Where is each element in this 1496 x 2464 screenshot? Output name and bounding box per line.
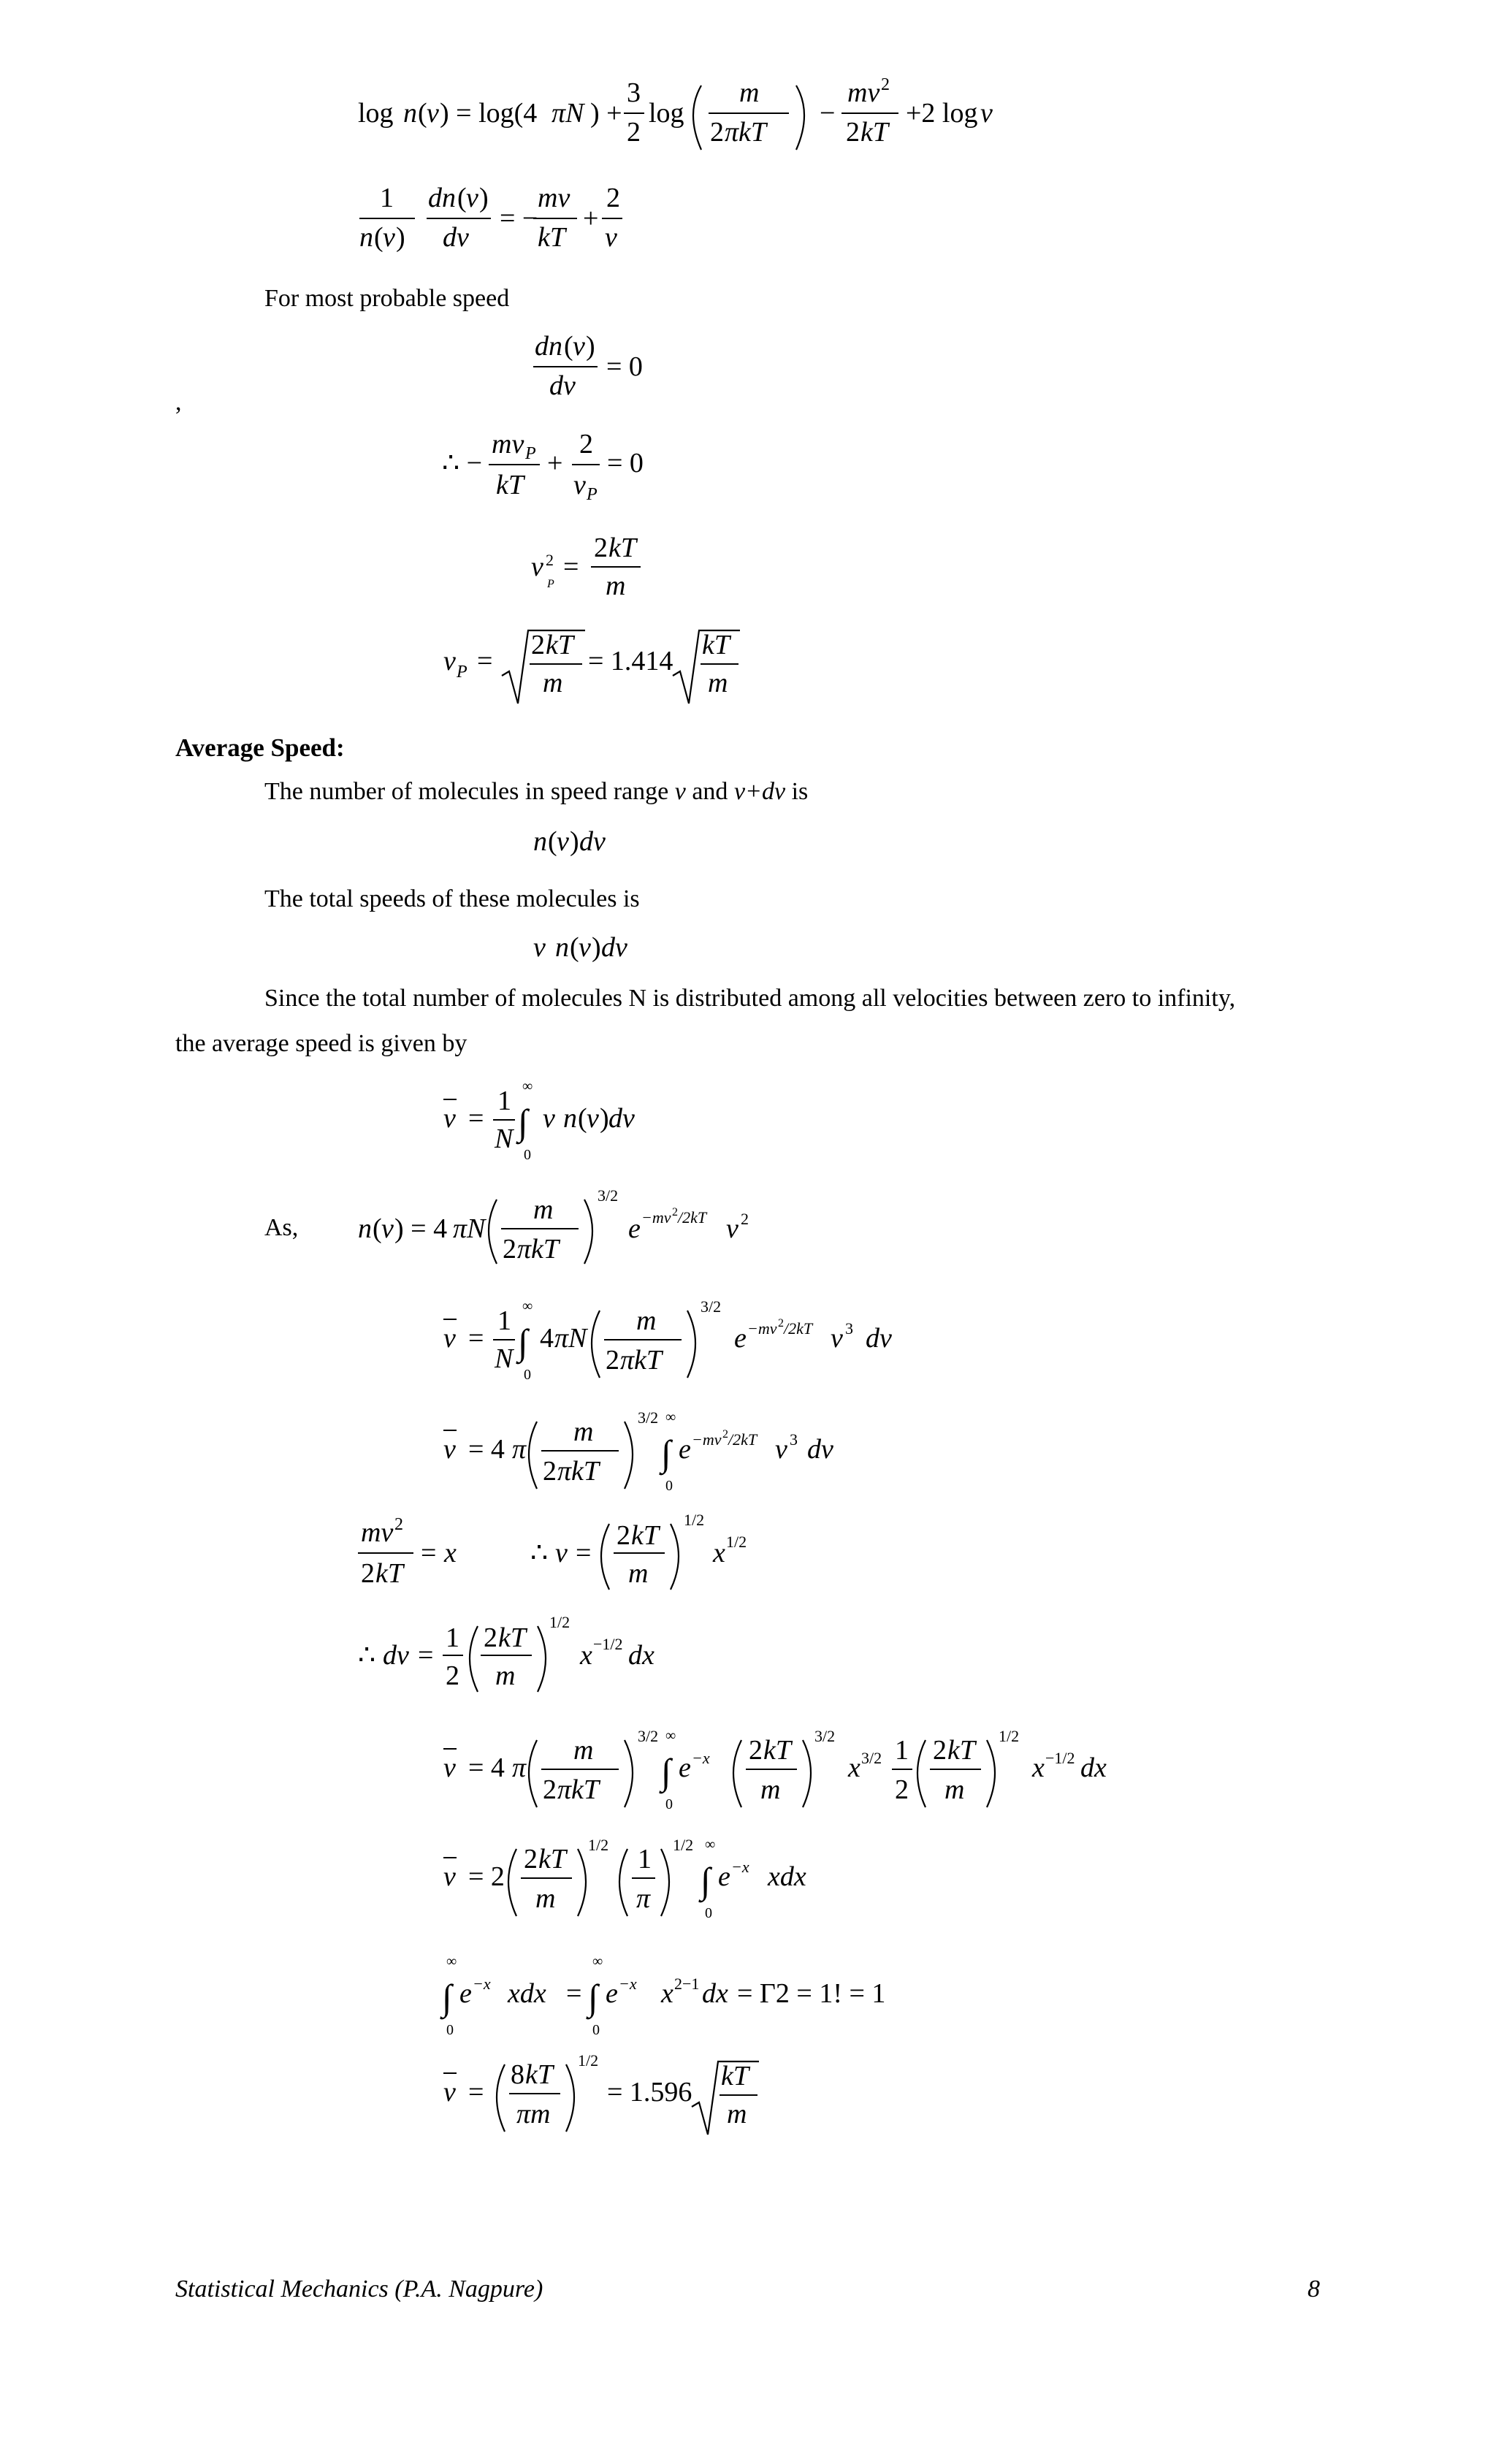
svg-text:kT: kT — [546, 630, 573, 660]
svg-text:v: v — [443, 1861, 456, 1892]
svg-text:v: v — [443, 1434, 456, 1465]
svg-text:2: 2 — [484, 1622, 497, 1653]
equation-average-speed-result — [442, 2045, 778, 2145]
svg-text:m: m — [944, 1774, 965, 1805]
svg-text:−x: −x — [731, 1858, 749, 1876]
svg-text:=: = — [468, 2077, 484, 2108]
svg-text:) = log(4: ) = log(4 — [440, 98, 538, 129]
svg-text:kT: kT — [608, 533, 636, 563]
svg-text:πkT: πkT — [517, 1234, 560, 1265]
svg-text:0: 0 — [592, 2022, 600, 2038]
svg-text:): ) — [592, 932, 601, 963]
equation-log-n-v — [358, 75, 993, 169]
svg-text:2: 2 — [606, 1345, 619, 1376]
svg-text:dv: dv — [383, 1640, 409, 1671]
equation-v-n-v-dv — [533, 930, 650, 972]
svg-text:πm: πm — [516, 2099, 551, 2129]
svg-text:2: 2 — [627, 117, 641, 148]
svg-text:m: m — [760, 1774, 781, 1805]
svg-text:∫: ∫ — [518, 1102, 528, 1143]
equation-dn-dv-ratio — [358, 179, 636, 264]
svg-text:2: 2 — [546, 551, 554, 569]
svg-text:2: 2 — [446, 1660, 459, 1691]
equation-maxwell-distribution — [358, 1185, 767, 1278]
svg-text:/2kT: /2kT — [784, 1319, 813, 1338]
svg-text:(: ( — [374, 222, 383, 253]
svg-text:) = 4: ) = 4 — [394, 1213, 448, 1244]
svg-text:v: v — [533, 932, 546, 963]
equation-vp-squared — [530, 532, 661, 617]
svg-text:=: = — [477, 646, 493, 676]
svg-text:1: 1 — [380, 183, 394, 213]
avg-paragraph-1 — [264, 778, 808, 806]
svg-text:log: log — [358, 98, 394, 129]
svg-text:v: v — [443, 1103, 456, 1134]
svg-text:v: v — [726, 1213, 739, 1244]
equation-vp-value — [442, 625, 749, 714]
svg-text:mv: mv — [538, 183, 570, 213]
svg-text:2: 2 — [543, 1456, 557, 1487]
svg-text:= 4: = 4 — [468, 1434, 505, 1465]
svg-text:mv: mv — [492, 429, 524, 459]
svg-text:(: ( — [570, 932, 579, 963]
svg-text:1: 1 — [497, 1086, 511, 1116]
svg-text:−mv: −mv — [747, 1319, 777, 1338]
svg-text:∞: ∞ — [665, 1409, 676, 1425]
svg-text:∞: ∞ — [522, 1078, 533, 1094]
svg-text:=: = — [468, 1103, 484, 1134]
svg-text:= 0: = 0 — [606, 351, 643, 382]
svg-text:∞: ∞ — [705, 1836, 716, 1853]
svg-text:v: v — [831, 1323, 843, 1354]
equation-average-speed-in-x — [442, 1721, 1158, 1821]
svg-text:dn: dn — [428, 183, 456, 213]
svg-text:v: v — [555, 1538, 568, 1568]
svg-text:3/2: 3/2 — [701, 1297, 722, 1316]
svg-text:(: ( — [373, 1213, 382, 1244]
svg-text:dv: dv — [443, 222, 469, 253]
svg-text:2: 2 — [846, 117, 860, 148]
svg-text:N: N — [495, 1343, 514, 1374]
svg-text:v: v — [579, 932, 591, 963]
svg-text:4: 4 — [540, 1323, 554, 1354]
svg-text:1/2: 1/2 — [999, 1727, 1020, 1745]
svg-text:xdx: xdx — [508, 1978, 546, 2009]
svg-text:−x: −x — [619, 1975, 637, 1993]
svg-text:3/2: 3/2 — [861, 1749, 882, 1767]
svg-text:kT: kT — [721, 2061, 749, 2091]
svg-text:=: = — [576, 1538, 592, 1568]
svg-text:v: v — [605, 222, 617, 253]
svg-text:2: 2 — [933, 1735, 947, 1766]
svg-text:kT: kT — [631, 1520, 659, 1551]
footer-title: Statistical Mechanics (P.A. Nagpure) — [175, 2276, 543, 2303]
svg-text:e: e — [734, 1323, 747, 1354]
svg-text:P: P — [457, 663, 468, 682]
stray-comma: , — [175, 389, 182, 416]
svg-text:1/2: 1/2 — [588, 1836, 609, 1854]
svg-text:n: n — [403, 98, 417, 129]
svg-text:= 1.596: = 1.596 — [607, 2077, 692, 2108]
equation-n-v-dv — [533, 824, 628, 866]
svg-text:0: 0 — [524, 1147, 531, 1163]
svg-text:(: ( — [564, 331, 573, 362]
svg-text:2: 2 — [606, 183, 620, 213]
svg-text:∫: ∫ — [518, 1321, 528, 1362]
svg-text:πkT: πkT — [557, 1456, 600, 1487]
svg-text:=: = — [563, 552, 579, 582]
svg-text:∫: ∫ — [661, 1433, 671, 1473]
svg-text:v: v — [427, 98, 439, 129]
svg-text:kT: kT — [860, 117, 888, 148]
svg-text:dn: dn — [535, 331, 562, 362]
svg-text:2−1: 2−1 — [674, 1975, 700, 1993]
svg-text:1/2: 1/2 — [578, 2051, 599, 2070]
svg-text:kT: kT — [947, 1735, 975, 1766]
svg-text:m: m — [727, 2099, 747, 2129]
avg-p1-and: and — [685, 778, 734, 805]
svg-text:m: m — [739, 77, 760, 108]
svg-text:n: n — [533, 826, 547, 857]
svg-text:n: n — [359, 222, 373, 253]
svg-text:m: m — [573, 1735, 594, 1766]
svg-text:πN: πN — [554, 1323, 587, 1354]
svg-text:(: ( — [578, 1103, 587, 1134]
svg-text:1/2: 1/2 — [549, 1613, 570, 1631]
svg-text:m: m — [533, 1194, 554, 1225]
svg-text:dv: dv — [866, 1323, 892, 1354]
svg-text:3/2: 3/2 — [598, 1186, 619, 1205]
svg-text:v: v — [587, 1103, 599, 1134]
svg-text:2: 2 — [749, 1735, 763, 1766]
svg-text:x: x — [444, 1538, 457, 1568]
svg-text:n: n — [358, 1213, 372, 1244]
svg-text:v: v — [573, 470, 586, 500]
svg-text:2: 2 — [881, 75, 890, 94]
svg-text:+: + — [583, 203, 599, 234]
svg-text:πkT: πkT — [725, 117, 767, 148]
svg-text:1/2: 1/2 — [726, 1533, 747, 1551]
svg-text:N: N — [495, 1124, 514, 1154]
svg-text:2: 2 — [895, 1774, 909, 1805]
svg-text:kT: kT — [496, 470, 524, 500]
svg-text:−mv: −mv — [641, 1208, 671, 1227]
avg-paragraph-2: The total speeds of these molecules is — [264, 885, 640, 912]
svg-text:πN: πN — [453, 1213, 486, 1244]
svg-text:3/2: 3/2 — [638, 1408, 659, 1427]
svg-text:=: = — [418, 1640, 434, 1671]
svg-text:): ) — [600, 1103, 609, 1134]
svg-text:3/2: 3/2 — [638, 1727, 659, 1745]
svg-text:∫: ∫ — [588, 1977, 598, 2018]
svg-text:kT: kT — [375, 1558, 403, 1589]
svg-text:−: − — [820, 98, 836, 129]
svg-text:∫: ∫ — [442, 1977, 452, 2018]
equation-substitution-x — [358, 1512, 796, 1605]
svg-text:x: x — [580, 1640, 592, 1671]
svg-text:e: e — [718, 1861, 730, 1892]
svg-text:(: ( — [457, 183, 467, 213]
svg-text:dx: dx — [702, 1978, 728, 2009]
svg-text:v: v — [383, 222, 395, 253]
svg-text:e: e — [459, 1978, 472, 2009]
svg-text:∴: ∴ — [358, 1640, 376, 1671]
svg-text:e: e — [606, 1978, 618, 2009]
equation-dv-in-terms-of-dx — [358, 1614, 723, 1707]
svg-text:dv: dv — [608, 1103, 635, 1134]
svg-text:mv: mv — [361, 1517, 394, 1548]
svg-text:= 4: = 4 — [468, 1752, 505, 1783]
svg-text:P: P — [587, 485, 598, 504]
svg-text:dx: dx — [1080, 1752, 1107, 1783]
svg-text:−1/2: −1/2 — [593, 1635, 623, 1653]
svg-text:dv: dv — [579, 826, 606, 857]
svg-text:0: 0 — [705, 1905, 712, 1921]
svg-text:m: m — [495, 1660, 516, 1691]
svg-text:v: v — [443, 646, 456, 676]
svg-text:=: = — [566, 1978, 582, 2009]
svg-text:π: π — [512, 1434, 527, 1465]
svg-text:−x: −x — [473, 1975, 491, 1993]
svg-text:P: P — [547, 578, 554, 590]
svg-text:3: 3 — [845, 1319, 853, 1338]
svg-text:πkT: πkT — [557, 1774, 600, 1805]
svg-text:∫: ∫ — [701, 1860, 711, 1901]
svg-text:1: 1 — [497, 1305, 511, 1336]
svg-text:m: m — [543, 668, 563, 698]
svg-text:= −: = − — [500, 203, 538, 234]
svg-text:): ) — [479, 183, 489, 213]
svg-text:8: 8 — [511, 2059, 524, 2090]
svg-text:x: x — [713, 1538, 725, 1568]
svg-text:x: x — [848, 1752, 860, 1783]
svg-text:∴ −: ∴ − — [442, 448, 483, 478]
svg-text:π: π — [636, 1883, 651, 1914]
svg-text:v: v — [980, 98, 993, 129]
svg-text:1: 1 — [895, 1735, 909, 1766]
svg-text:): ) — [570, 826, 579, 857]
svg-text:= Γ2 = 1! = 1: = Γ2 = 1! = 1 — [737, 1978, 886, 2009]
svg-text:−mv: −mv — [692, 1430, 722, 1449]
svg-text:2: 2 — [394, 1515, 403, 1534]
svg-text:+: + — [547, 448, 563, 478]
svg-text:kT: kT — [763, 1735, 791, 1766]
most-probable-label: For most probable speed — [264, 285, 510, 312]
svg-text:): ) — [396, 222, 405, 253]
svg-text:e: e — [679, 1752, 691, 1783]
svg-text:2: 2 — [594, 533, 608, 563]
svg-text:1: 1 — [638, 1844, 652, 1874]
svg-text:kT: kT — [538, 222, 565, 253]
svg-text:=: = — [421, 1538, 437, 1568]
svg-text:0: 0 — [665, 1796, 673, 1812]
svg-text:kT: kT — [702, 630, 730, 660]
svg-text:(: ( — [418, 98, 427, 129]
avg-p1-text-a: The number of molecules in speed range — [264, 778, 675, 805]
svg-text:m: m — [628, 1558, 649, 1589]
svg-text:0: 0 — [446, 2022, 454, 2038]
svg-text:+2 log: +2 log — [906, 98, 978, 129]
svg-text:=: = — [468, 1323, 484, 1354]
svg-text:kT: kT — [498, 1622, 526, 1653]
svg-text:dv: dv — [807, 1434, 833, 1465]
svg-text:xdx: xdx — [768, 1861, 806, 1892]
svg-text:m: m — [535, 1883, 556, 1914]
svg-text:dx: dx — [628, 1640, 654, 1671]
equation-dn-dv-zero — [533, 327, 665, 413]
svg-text:2: 2 — [361, 1558, 375, 1589]
svg-text:0: 0 — [665, 1478, 673, 1494]
svg-text:) +: ) + — [590, 98, 622, 129]
avg-paragraph-3-line2: the average speed is given by — [175, 1030, 468, 1057]
svg-text:mv: mv — [847, 77, 880, 108]
svg-text:π: π — [512, 1752, 527, 1783]
svg-text:∴: ∴ — [530, 1538, 549, 1568]
svg-text:v: v — [573, 331, 585, 362]
footer-page-number: 8 — [1308, 2276, 1320, 2303]
svg-text:∞: ∞ — [592, 1953, 603, 1969]
svg-text:e: e — [679, 1434, 691, 1465]
svg-text:(: ( — [548, 826, 557, 857]
svg-text:/2kT: /2kT — [678, 1208, 707, 1227]
avg-p1-is: is — [785, 778, 809, 805]
svg-text:n: n — [555, 932, 569, 963]
svg-text:∞: ∞ — [522, 1298, 533, 1314]
svg-text:v: v — [543, 1103, 555, 1134]
svg-text:P: P — [525, 444, 536, 463]
svg-text:dv: dv — [601, 932, 627, 963]
svg-text:2: 2 — [722, 1428, 728, 1441]
svg-text:v: v — [443, 1752, 456, 1783]
svg-text:kT: kT — [525, 2059, 553, 2090]
svg-text:v: v — [443, 1323, 456, 1354]
svg-text:∞: ∞ — [446, 1953, 457, 1969]
svg-text:m: m — [606, 571, 626, 601]
svg-text:2: 2 — [579, 429, 593, 459]
svg-text:1/2: 1/2 — [673, 1836, 694, 1854]
avg-p1-v: v — [674, 778, 686, 805]
svg-text:v: v — [531, 552, 543, 582]
svg-text:m: m — [573, 1416, 594, 1447]
svg-text:0: 0 — [524, 1367, 531, 1383]
svg-text:3: 3 — [790, 1430, 798, 1449]
equation-most-probable-condition — [442, 429, 661, 521]
svg-text:n: n — [563, 1103, 577, 1134]
svg-text:v: v — [557, 826, 569, 857]
svg-text:= 1.414: = 1.414 — [588, 646, 673, 676]
svg-text:2: 2 — [617, 1520, 630, 1551]
svg-text:2: 2 — [710, 117, 724, 148]
svg-text:2: 2 — [531, 630, 545, 660]
svg-text:∞: ∞ — [665, 1728, 676, 1744]
svg-text:2: 2 — [672, 1206, 678, 1218]
svg-text:2: 2 — [503, 1234, 516, 1265]
svg-text:m: m — [636, 1305, 657, 1336]
svg-text:v: v — [775, 1434, 787, 1465]
avg-p1-vdv: v+dv — [733, 778, 786, 805]
equation-gamma-function — [442, 1947, 909, 2047]
svg-text:= 0: = 0 — [607, 448, 644, 478]
section-heading-average-speed: Average Speed: — [175, 733, 345, 762]
svg-text:1/2: 1/2 — [684, 1511, 705, 1529]
svg-text:): ) — [586, 331, 595, 362]
svg-text:2: 2 — [741, 1210, 749, 1228]
svg-text:2: 2 — [778, 1317, 784, 1330]
svg-text:2: 2 — [543, 1774, 557, 1805]
svg-text:log: log — [649, 98, 684, 129]
svg-text:−x: −x — [692, 1749, 710, 1767]
equation-average-speed-integral — [442, 1077, 661, 1170]
avg-paragraph-3-line1: Since the total number of molecules N is distributed among all velocities between zero to infinity, — [264, 985, 1236, 1012]
svg-text:3/2: 3/2 — [814, 1727, 836, 1745]
svg-text:∫: ∫ — [661, 1751, 671, 1792]
svg-text:2: 2 — [524, 1844, 538, 1874]
svg-text:v: v — [381, 1213, 394, 1244]
equation-average-speed-reduced — [442, 1830, 851, 1930]
svg-text:πkT: πkT — [620, 1345, 663, 1376]
svg-text:e: e — [628, 1213, 641, 1244]
svg-text:v: v — [466, 183, 478, 213]
equation-average-speed-substituted — [442, 1292, 917, 1392]
svg-text:1: 1 — [446, 1622, 459, 1653]
as-label: As, — [264, 1214, 299, 1241]
svg-text:πN: πN — [552, 98, 584, 129]
svg-text:x: x — [1032, 1752, 1045, 1783]
svg-text:/2kT: /2kT — [728, 1430, 757, 1449]
svg-text:−1/2: −1/2 — [1045, 1749, 1075, 1767]
equation-average-speed-simplified — [442, 1403, 851, 1503]
svg-text:dv: dv — [549, 370, 576, 401]
svg-text:3: 3 — [627, 77, 641, 108]
svg-text:x: x — [661, 1978, 673, 2009]
svg-text:m: m — [708, 668, 728, 698]
svg-text:= 2: = 2 — [468, 1861, 505, 1892]
svg-text:v: v — [443, 2077, 456, 2108]
svg-text:kT: kT — [538, 1844, 566, 1874]
